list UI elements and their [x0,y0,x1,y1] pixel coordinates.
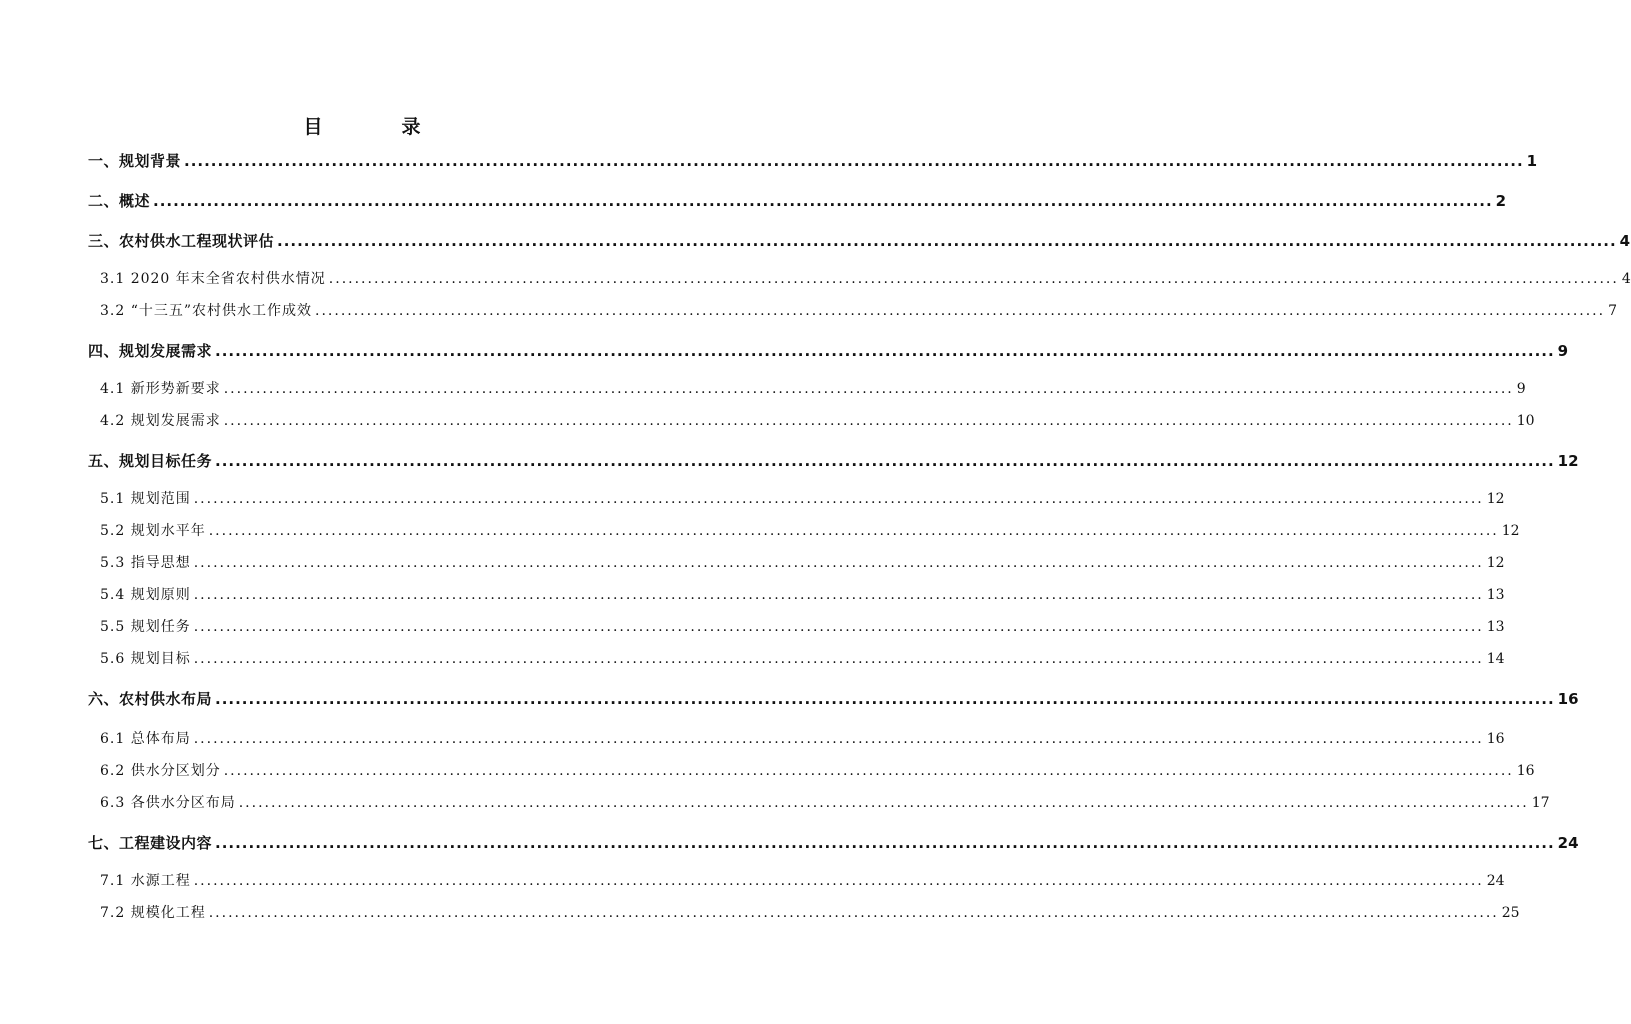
toc-entry-label: 6.1 总体布局 [100,731,191,747]
toc-dot-leader: ........................................................................................................................................................................................................ [153,192,1493,210]
toc-page-number: 16 [1557,690,1579,708]
toc-section-entry[interactable] [100,552,1505,572]
toc-dot-leader: ........................................................................................................................................................................................................ [215,452,1555,470]
toc-dot-leader: ........................................................................................................................................................................................................ [193,587,1484,603]
toc-dot-leader: ........................................................................................................................................................................................................ [215,342,1555,360]
toc-dot-leader: ........................................................................................................................................................................................................ [215,690,1555,708]
toc-page-number: 9 [1557,342,1569,360]
toc-entry-label: 7.2 规模化工程 [100,905,206,921]
toc-entry-label: 3.1 2020 年末全省农村供水情况 [100,271,326,287]
toc-entry-label: 5.4 规划原则 [100,587,191,603]
toc-dot-leader: ........................................................................................................................................................................................................ [184,152,1524,170]
toc-entry-label: 五、规划目标任务 [88,452,213,470]
toc-page-number: 7 [1608,303,1617,319]
toc-page-number: 24 [1486,873,1505,889]
toc-dot-leader: ........................................................................................................................................................................................................ [315,303,1606,319]
toc-entry-label: 5.3 指导思想 [100,555,191,571]
toc-page-number: 2 [1495,192,1507,210]
toc-page-number: 13 [1486,587,1505,603]
toc-section-entry[interactable] [100,792,1550,812]
toc-dot-leader: ........................................................................................................................................................................................................ [328,271,1619,287]
toc-section-entry[interactable] [100,488,1505,508]
toc-chapter-entry[interactable] [88,832,1579,853]
toc-entry-label: 7.1 水源工程 [100,873,191,889]
toc-entry-label: 4.2 规划发展需求 [100,413,221,429]
toc-dot-leader: ........................................................................................................................................................................................................ [193,491,1484,507]
toc-entry-label: 5.6 规划目标 [100,651,191,667]
toc-page-number: 17 [1531,795,1550,811]
toc-chapter-entry[interactable] [88,230,1631,251]
toc-page-number: 16 [1516,763,1535,779]
toc-dot-leader: ........................................................................................................................................................................................................ [223,763,1514,779]
toc-entry-label: 6.3 各供水分区布局 [100,795,236,811]
toc-chapter-entry[interactable] [88,190,1507,211]
toc-entry-label: 三、农村供水工程现状评估 [88,232,275,250]
toc-section-entry[interactable] [100,584,1505,604]
toc-section-entry[interactable] [100,616,1505,636]
toc-entry-label: 3.2 “十三五”农村供水工作成效 [100,303,313,319]
toc-dot-leader: ........................................................................................................................................................................................................ [208,523,1499,539]
toc-page-number: 1 [1526,152,1538,170]
toc-entry-label: 一、规划背景 [88,152,182,170]
toc-chapter-entry[interactable] [88,340,1569,361]
toc-dot-leader: ........................................................................................................................................................................................................ [193,555,1484,571]
toc-section-entry[interactable] [100,520,1520,540]
toc-page-number: 24 [1557,834,1579,852]
toc-page-number: 10 [1516,413,1535,429]
toc-dot-leader: ........................................................................................................................................................................................................ [277,232,1617,250]
toc-entry-label: 5.1 规划范围 [100,491,191,507]
toc-section-entry[interactable] [100,378,1526,398]
toc-entry-label: 六、农村供水布局 [88,690,213,708]
toc-section-entry[interactable] [100,870,1505,890]
toc-page-number: 4 [1619,232,1631,250]
toc-section-entry[interactable] [100,902,1520,922]
toc-entry-label: 四、规划发展需求 [88,342,213,360]
toc-section-entry[interactable] [100,728,1505,748]
toc-chapter-entry[interactable] [88,150,1538,171]
toc-entry-label: 二、概述 [88,192,151,210]
toc-dot-leader: ........................................................................................................................................................................................................ [193,731,1484,747]
toc-dot-leader: ........................................................................................................................................................................................................ [215,834,1555,852]
toc-dot-leader: ........................................................................................................................................................................................................ [238,795,1529,811]
toc-section-entry[interactable] [100,410,1535,430]
toc-page-number: 16 [1486,731,1505,747]
toc-page-number: 4 [1621,271,1631,287]
toc-chapter-entry[interactable] [88,450,1579,471]
toc-dot-leader: ........................................................................................................................................................................................................ [193,873,1484,889]
toc-page-number: 25 [1501,905,1520,921]
toc-dot-leader: ........................................................................................................................................................................................................ [193,619,1484,635]
toc-section-entry[interactable] [100,268,1631,288]
toc-dot-leader: ........................................................................................................................................................................................................ [193,651,1484,667]
toc-entry-label: 4.1 新形势新要求 [100,381,221,397]
toc-section-entry[interactable] [100,648,1505,668]
toc-entry-label: 6.2 供水分区划分 [100,763,221,779]
toc-entry-label: 七、工程建设内容 [88,834,213,852]
toc-entry-label: 5.5 规划任务 [100,619,191,635]
toc-heading: 目 录 [303,116,451,138]
toc-section-entry[interactable] [100,760,1535,780]
toc-entry-label: 5.2 规划水平年 [100,523,206,539]
toc-dot-leader: ........................................................................................................................................................................................................ [223,413,1514,429]
toc-dot-leader: ........................................................................................................................................................................................................ [208,905,1499,921]
toc-page-number: 13 [1486,619,1505,635]
toc-page-number: 12 [1486,555,1505,571]
toc-chapter-entry[interactable] [88,688,1579,709]
toc-page-number: 14 [1486,651,1505,667]
toc-page-number: 12 [1501,523,1520,539]
toc-page-number: 12 [1486,491,1505,507]
toc-section-entry[interactable] [100,300,1617,320]
toc-page-number: 12 [1557,452,1579,470]
toc-page-number: 9 [1516,381,1526,397]
toc-dot-leader: ........................................................................................................................................................................................................ [223,381,1514,397]
